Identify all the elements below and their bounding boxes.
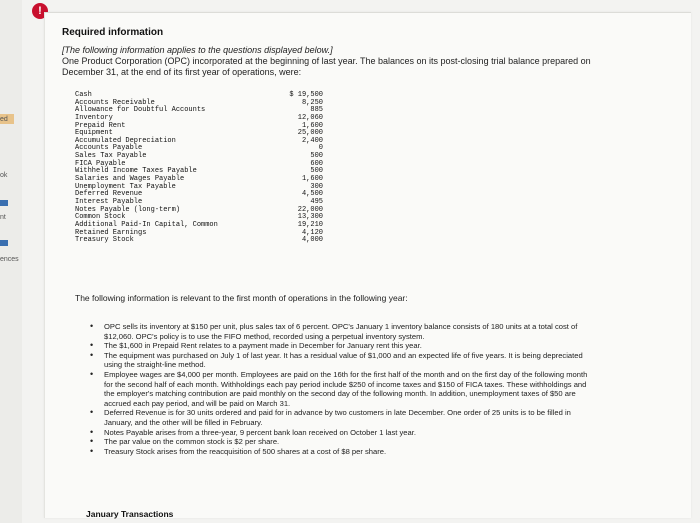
account-amount: 4,000 [301,236,323,245]
account-name: Allowance for Doubtful Accounts [75,106,206,115]
bullet-icon: • [90,407,94,418]
list-item-text: The equipment was purchased on July 1 of last year. It has a residual value of $1,000 and an expected life of five years. It is being depreciated using the straight-line method. [104,350,583,370]
side-marker [0,200,8,206]
account-amount: 300 [310,182,323,191]
list-item-text: The par value on the common stock is $2 per share. [104,437,280,447]
account-amount: 1,600 [301,121,323,130]
account-name: Unemployment Tax Payable [75,182,176,191]
account-name: Withheld Income Taxes Payable [75,167,197,176]
trial-balance-table [75,92,323,284]
account-amount: 8,250 [301,98,323,107]
side-tab-1[interactable]: ed [0,116,8,123]
list-item-text: Employee wages are $4,000 per month. Employees are paid on the 16th for the first half of the month and on the first day of the following month for the second half of each month. Withholdings each pay period include $250 of income taxes and $150 of FICA taxes. These withholdings and the employer's matching contribution are paid monthly on the second day of the following month. In addition, unemployment taxes of $50 are accrued each pay period, and will be paid on March 31. [104,369,588,408]
list-item-text: The $1,600 in Prepaid Rent relates to a payment made in December for January rent this year. [104,341,422,351]
bullet-icon: • [90,368,94,379]
list-item-text: OPC sells its inventory at $150 per unit, plus sales tax of 6 percent. OPC's January 1 inventory balance consists of 180 units at a total cost of $12,060. OPC's policy is to use the FIFO method, recorded using a perpetual inventory system. [104,322,578,341]
bullet-icon: • [90,321,94,331]
account-name: Equipment [75,129,113,138]
list-item [88,428,588,438]
account-amount: 25,000 [297,129,323,138]
account-name: Inventory [75,113,113,122]
list-item [88,447,588,457]
account-name: Notes Payable (long-term) [75,205,181,214]
list-item [88,322,588,341]
account-amount: 495 [310,197,323,206]
list-item [88,370,588,408]
list-item [88,408,588,427]
side-tab-2[interactable]: ok [0,172,8,179]
account-amount: 19,210 [297,220,323,229]
account-amount: 4,120 [301,228,323,237]
list-item [88,351,588,370]
account-amount: 885 [310,106,323,115]
account-amount: 600 [310,159,323,168]
account-name: FICA Payable [75,159,126,168]
account-name: Additional Paid-In Capital, Common [75,220,218,229]
january-transactions-heading: January Transactions [86,509,174,519]
bullet-icon: • [90,426,94,437]
alert-icon[interactable]: ! [32,3,48,19]
account-amount: $ 19,500 [289,91,323,99]
account-name: Common Stock [75,213,126,222]
account-name: Interest Payable [75,197,143,206]
account-amount: 0 [318,144,323,153]
section-title: Required information [62,27,164,38]
applies-note: [The following information applies to the questions displayed below.] [62,45,333,55]
list-item-text: Treasury Stock arises from the reacquisition of 500 shares at a cost of $8 per share. [104,446,387,456]
account-amount: 500 [310,167,323,176]
list-item-text: Notes Payable arises from a three-year, 9 percent bank loan received on October 1 last year. [104,427,416,437]
side-navigation [0,0,22,523]
intro-text [62,45,602,78]
list-item-text: Deferred Revenue is for 30 units ordered and paid for in advance by two customers in late December. One order of 25 units is to be filled in January, and the other will be filled in February. [104,408,571,427]
relevant-info-heading: The following information is relevant to the first month of operations in the following year: [75,293,408,303]
account-name: Cash [75,91,92,99]
list-item [88,341,588,351]
account-name: Accumulated Depreciation [75,136,176,145]
company-intro: One Product Corporation (OPC) incorporated at the beginning of last year. The balances on its post-closing trial balance prepared on December 31, at the end of its first year of operations, were: [62,56,591,77]
account-amount: 22,000 [297,205,323,214]
account-amount: 500 [310,152,323,161]
account-name: Salaries and Wages Payable [75,175,185,184]
account-name: Retained Earnings [75,228,147,237]
bullet-icon: • [90,436,94,447]
bullet-icon: • [90,445,94,456]
side-marker [0,240,8,246]
side-tab-4[interactable]: ences [0,256,19,263]
account-amount: 1,600 [301,175,323,184]
account-name: Accounts Receivable [75,98,155,107]
relevant-info-list [88,322,588,456]
account-name: Deferred Revenue [75,190,143,199]
account-name: Treasury Stock [75,236,134,245]
trial-balance-row [75,237,323,245]
account-name: Sales Tax Payable [75,152,147,161]
account-amount: 2,400 [301,136,323,145]
account-amount: 4,500 [301,190,323,199]
list-item [88,437,588,447]
account-amount: 13,300 [297,213,323,222]
account-name: Accounts Payable [75,144,143,153]
side-tab-3[interactable]: nt [0,214,6,221]
bullet-icon: • [90,340,94,351]
bullet-icon: • [90,349,94,360]
account-name: Prepaid Rent [75,121,126,130]
account-amount: 12,060 [297,113,323,122]
